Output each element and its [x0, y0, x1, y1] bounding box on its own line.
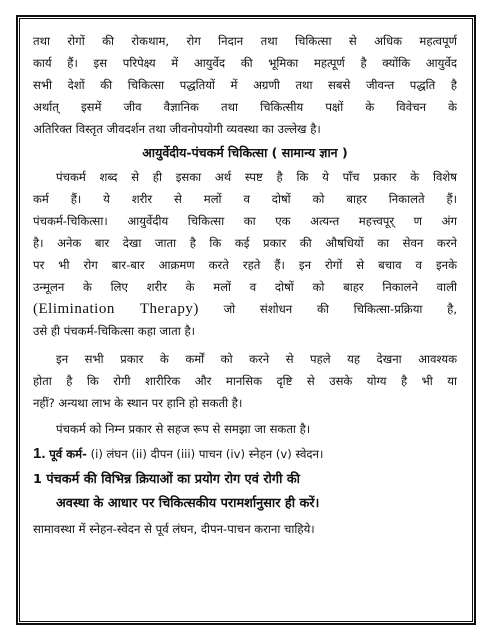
section-heading: आयुर्वेदीय-पंचकर्म चिकित्सा ( सामान्य ज्ञान ): [142, 145, 348, 160]
para1-line-7-rest: जो संशोधन की चिकित्सा-प्रक्रिया है,: [223, 302, 457, 316]
para1-line-1: पंचकर्म शब्द से ही इसका अर्थ स्पष्ट है कि ये पाँच प्रकार के विशेष: [56, 170, 457, 184]
list-item-1-number: 1.: [33, 445, 46, 462]
intro-line-5: अतिरिक्त विस्तृत जीवदर्शन तथा जीवनोपयोगी व्यवस्था का उल्लेख है।: [33, 122, 321, 136]
closing-line-1: सामावस्था में स्नेहन-स्वेदन से पूर्व लंघन, दीपन-पाचन कराना चाहिये।: [33, 522, 315, 536]
para1-line-8: उसे ही पंचकर्म-चिकित्सा कहा जाता है।: [33, 324, 196, 338]
para1-line-7: [33, 300, 457, 318]
note-line-1: 1 पंचकर्म की विभिन्न क्रियाओं का प्रयोग रोग एवं रोगी की: [33, 472, 300, 487]
para2-line-2: होता है कि रोगी शारीरिक और मानसिक दृष्टि से उसके योग्य है भी या: [33, 374, 457, 388]
list-item-1-title: पूर्व कर्म-: [49, 447, 87, 461]
para1-line-5: पर भी रोग बार-बार आक्रमण करते रहते हैं। इन रोगों से बचाव व इनके: [33, 258, 457, 272]
intro-line-2: कार्य हैं। इस परिपेक्ष्य में आयुर्वेद की भूमिका महत्पूर्ण है क्योंकि आयुर्वेद: [33, 56, 457, 70]
para1-line-2: कर्म हैं। ये शरीर से मलों व दोषों को बाहर निकालते हैं।: [33, 192, 457, 206]
list-item-1: [33, 444, 457, 464]
para3-line-1: पंचकर्म को निम्न प्रकार से सहज रूप से समझा जा सकता है।: [56, 422, 311, 436]
para2-line-1: इन सभी प्रकार के कर्मों को करने से पहले यह देखना आवश्यक: [56, 352, 457, 366]
para1-line-3: पंचकर्म-चिकित्सा। आयुर्वेदीय चिकित्सा का एक अत्यन्त महत्त्वपूर् ण अंग: [33, 214, 457, 228]
note-line-2: अवस्था के आधार पर चिकित्सकीय परामर्शानुसार ही करें।: [56, 496, 320, 511]
para1-line-6: उन्मूलन के लिए शरीर के मलों व दोषों को बाहर निकालने वाली: [33, 280, 457, 294]
intro-line-4: अर्थात् इसमें जीव वैज्ञानिक तथा चिकित्सीय पक्षों के विवेचन के: [33, 100, 457, 114]
para2-line-3: नहीं? अन्यथा लाभ के स्थान पर हानि हो सकती है।: [33, 396, 243, 410]
intro-line-3: सभी देशों की चिकित्सा पद्धतियों में अग्रणी तथा सबसे जीवन्त पद्धति है: [33, 78, 457, 92]
intro-line-1: तथा रोगों की रोकथाम, रोग निदान तथा चिकित्सा से अधिक महत्वपूर्ण: [33, 34, 457, 48]
para1-line-4: है। अनेक बार देखा जाता है कि कई प्रकार की औषधियों का सेवन करने: [33, 236, 457, 250]
elimination-therapy-term: (Elimination Therapy): [33, 301, 199, 317]
list-item-1-text: (i) लंघन (ii) दीपन (iii) पाचन (iv) स्नेहन (v) स्वेदन।: [90, 447, 324, 461]
